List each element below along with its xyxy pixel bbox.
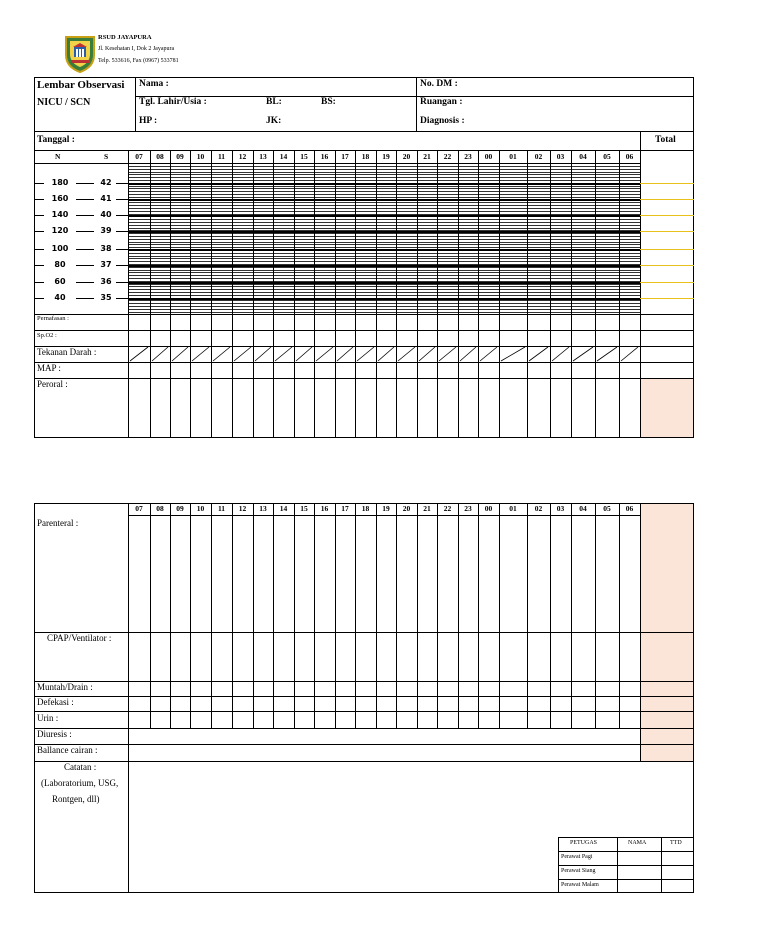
scale-n-80: 80 xyxy=(54,260,66,269)
nodm-field[interactable]: No. DM : xyxy=(420,79,458,89)
catatan-label: Catatan : xyxy=(64,762,97,772)
ballance-label: Ballance cairan : xyxy=(37,745,98,755)
bp-cell-slash[interactable] xyxy=(417,346,437,362)
total-header: Total xyxy=(655,135,676,145)
hour-header-06: 06 xyxy=(625,504,634,513)
hospital-name: RSUD JAYAPURA xyxy=(98,34,152,41)
spo2-label: Sp.O2 : xyxy=(37,332,57,339)
hour-header-01: 01 xyxy=(509,152,517,161)
hour-header-21: 21 xyxy=(423,504,431,513)
hour-header-12: 12 xyxy=(238,152,247,161)
bl-field[interactable]: BL: xyxy=(266,97,282,107)
hour-header-16: 16 xyxy=(320,152,329,161)
col-n-header: N xyxy=(55,152,61,161)
hour-header-12: 12 xyxy=(238,504,247,513)
form-title: Lembar Observasi xyxy=(37,79,125,91)
scale-s-40: 40 xyxy=(100,210,112,219)
bp-cell-slash[interactable] xyxy=(595,346,619,362)
bp-cell-slash[interactable] xyxy=(294,346,314,362)
bp-cell-slash[interactable] xyxy=(376,346,396,362)
hour-header-06: 06 xyxy=(625,152,634,161)
bp-cell-slash[interactable] xyxy=(253,346,273,362)
staff-pagi: Perawat Pagi xyxy=(561,854,593,860)
scale-s-39: 39 xyxy=(100,226,112,235)
hospital-phone: Telp. 533616, Fax (0967) 533781 xyxy=(98,58,179,64)
hour-header-15: 15 xyxy=(300,152,308,161)
hour-header-02: 02 xyxy=(534,504,543,513)
col-s-header: S xyxy=(104,152,109,161)
hour-header-03: 03 xyxy=(556,504,565,513)
hour-header-05: 05 xyxy=(603,504,611,513)
hour-header-04: 04 xyxy=(579,504,587,513)
bp-cell-slash[interactable] xyxy=(527,346,550,362)
hour-header-13: 13 xyxy=(259,152,267,161)
hour-header-18: 18 xyxy=(361,504,370,513)
hour-header-20: 20 xyxy=(402,504,411,513)
hour-header-07: 07 xyxy=(135,152,143,161)
bp-cell-slash[interactable] xyxy=(335,346,355,362)
bp-cell-slash[interactable] xyxy=(273,346,294,362)
hour-header-17: 17 xyxy=(341,152,349,161)
scale-s-37: 37 xyxy=(100,260,112,269)
hour-header-00: 00 xyxy=(484,152,493,161)
bp-cell-slash[interactable] xyxy=(619,346,640,362)
bp-cell-slash[interactable] xyxy=(211,346,232,362)
hour-header-14: 14 xyxy=(279,504,288,513)
hour-header-09: 09 xyxy=(176,152,184,161)
bp-cell-slash[interactable] xyxy=(314,346,335,362)
bp-cell-slash[interactable] xyxy=(396,346,417,362)
hour-header-22: 22 xyxy=(443,504,452,513)
cpap-label: CPAP/Ventilator : xyxy=(47,633,112,643)
hour-header-16: 16 xyxy=(320,504,329,513)
unit-label: NICU / SCN xyxy=(37,97,91,108)
diagnosis-field[interactable]: Diagnosis : xyxy=(420,116,465,126)
staff-ttd-header: TTD xyxy=(670,840,682,846)
catatan-sub1: (Laboratorium, USG, xyxy=(41,778,119,788)
catatan-sub2: Rontgen, dll) xyxy=(52,794,100,804)
scale-s-35: 35 xyxy=(100,293,112,302)
hour-header-22: 22 xyxy=(443,152,452,161)
scale-n-40: 40 xyxy=(54,293,66,302)
hour-header-10: 10 xyxy=(196,152,205,161)
hour-header-08: 08 xyxy=(156,152,164,161)
scale-n-140: 140 xyxy=(51,210,69,219)
hour-header-14: 14 xyxy=(279,152,288,161)
scale-s-41: 41 xyxy=(100,194,112,203)
hour-header-09: 09 xyxy=(176,504,184,513)
hour-header-23: 23 xyxy=(464,504,472,513)
hour-header-02: 02 xyxy=(534,152,543,161)
hour-header-19: 19 xyxy=(382,152,390,161)
bp-cell-slash[interactable] xyxy=(478,346,499,362)
jk-field[interactable]: JK: xyxy=(266,116,282,126)
peroral-label: Peroral : xyxy=(37,379,68,389)
bp-cell-slash[interactable] xyxy=(571,346,595,362)
hour-header-20: 20 xyxy=(402,152,411,161)
hour-header-00: 00 xyxy=(484,504,493,513)
scale-n-160: 160 xyxy=(51,194,69,203)
pernafasan-label: Pernafasan : xyxy=(37,315,69,322)
hour-header-17: 17 xyxy=(341,504,349,513)
hour-header-07: 07 xyxy=(135,504,143,513)
scale-n-60: 60 xyxy=(54,277,66,286)
hospital-logo xyxy=(63,33,97,73)
hour-header-11: 11 xyxy=(217,152,226,161)
hour-header-13: 13 xyxy=(259,504,267,513)
tanggal-field[interactable]: Tanggal : xyxy=(37,135,75,145)
staff-malam: Perawat Malam xyxy=(561,882,599,888)
bp-cell-slash[interactable] xyxy=(458,346,478,362)
muntah-label: Muntah/Drain : xyxy=(37,682,93,692)
bp-cell-slash[interactable] xyxy=(232,346,253,362)
hour-header-21: 21 xyxy=(423,152,431,161)
hour-header-08: 08 xyxy=(156,504,164,513)
parenteral-label: Parenteral : xyxy=(37,518,79,528)
bs-field[interactable]: BS: xyxy=(321,97,336,107)
scale-s-36: 36 xyxy=(100,277,112,286)
patient-info-box xyxy=(34,77,694,132)
urin-label: Urin : xyxy=(37,713,59,723)
bp-cell-slash[interactable] xyxy=(550,346,571,362)
ruangan-field[interactable]: Ruangan : xyxy=(420,97,463,107)
hour-header-18: 18 xyxy=(361,152,370,161)
tekanan-darah-label: Tekanan Darah : xyxy=(37,347,97,357)
diuresis-label: Diuresis : xyxy=(37,729,72,739)
hp-field[interactable]: HP : xyxy=(139,116,158,126)
hour-header-19: 19 xyxy=(382,504,390,513)
staff-nama-header: NAMA xyxy=(628,840,647,846)
tgl-lahir-field[interactable]: Tgl. Lahir/Usia : xyxy=(139,97,207,107)
nama-field[interactable]: Nama : xyxy=(139,79,169,89)
bp-cell-slash[interactable] xyxy=(128,346,150,362)
scale-s-42: 42 xyxy=(100,178,112,187)
hour-header-01: 01 xyxy=(509,504,517,513)
hour-header-05: 05 xyxy=(603,152,611,161)
bp-cell-slash[interactable] xyxy=(170,346,190,362)
bp-cell-slash[interactable] xyxy=(437,346,458,362)
scale-n-100: 100 xyxy=(51,244,69,253)
hour-header-15: 15 xyxy=(300,504,308,513)
bp-cell-slash[interactable] xyxy=(355,346,376,362)
scale-s-38: 38 xyxy=(100,244,112,253)
defekasi-label: Defekasi : xyxy=(37,697,74,707)
hospital-address: Jl. Kesehatan I, Dok 2 Jayapura xyxy=(98,46,175,52)
hour-header-04: 04 xyxy=(579,152,587,161)
hospital-crest-icon xyxy=(63,33,97,73)
bp-cell-slash[interactable] xyxy=(150,346,170,362)
bp-cell-slash[interactable] xyxy=(190,346,211,362)
hour-header-10: 10 xyxy=(196,504,205,513)
map-label: MAP : xyxy=(37,363,61,373)
staff-siang: Perawat Siang xyxy=(561,868,596,874)
hour-header-03: 03 xyxy=(556,152,565,161)
bp-cell-slash[interactable] xyxy=(499,346,527,362)
hour-header-23: 23 xyxy=(464,152,472,161)
scale-n-180: 180 xyxy=(51,178,69,187)
hour-header-11: 11 xyxy=(217,504,226,513)
scale-n-120: 120 xyxy=(51,226,69,235)
staff-petugas-header: PETUGAS xyxy=(570,840,598,846)
